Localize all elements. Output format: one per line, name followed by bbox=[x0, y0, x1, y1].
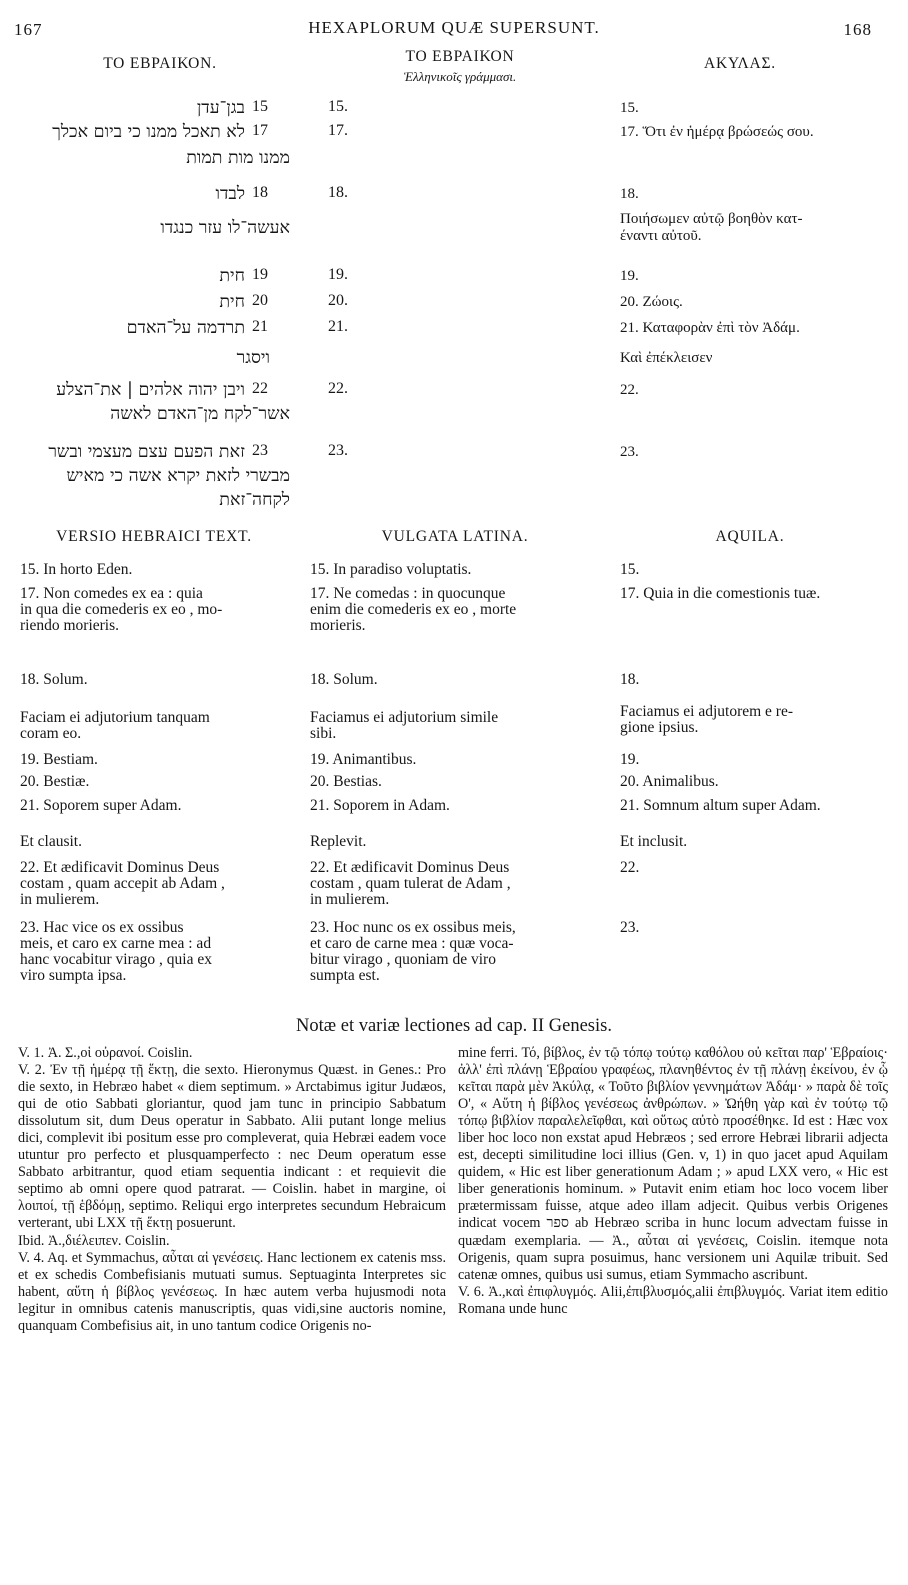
note-paragraph: V. 2. Ἐν τῇ ἡμέρᾳ τῇ ἕκτῃ, die sexto. Hieronymus Quæst. in Genes.: Pro die sexto, in Hebræo habet « diem septimum. » Arctabimus igitur Judæos, qui de otio Sabbati gloriantur, quod jam tunc in principio Sabbatum dissolutum sit, dum Deus operatur in Sabbato. Alii putant longe melius dici, complevit ibi positum esse pro compleverat, quia Hebræi eadem voce utuntur pro perfecto et plusquamperfecto : nec Deum operatum esse Sabbato arbitrantur, quod etiam sequentia indicant : et requievit die septimo ab omni opere quod patrarat. — Coislin. habet in margine, οἱ λοιποί, τῇ ἑβδόμῃ, septimo. Reliqui ergo interpretes secundum Hebraicum verterant, ubi LXX τῇ ἕκτῃ posuerunt. bbox=[18, 1062, 446, 1232]
versio-text: 20. Bestiæ. bbox=[20, 773, 90, 790]
vulgata-text: Replevit. bbox=[310, 833, 367, 850]
column-title-hebrew-greek-letters: ΤΟ ΕΒΡΑΙΚΟΝ bbox=[405, 48, 515, 65]
running-title: HEXAPLORUM QUÆ SUPERSUNT. bbox=[308, 18, 600, 37]
verse-number-hebrew: 21 bbox=[252, 318, 268, 335]
notes-title: Notæ et variæ lectiones ad cap. II Genesis. bbox=[296, 1016, 612, 1036]
vulgata-text: costam , quam tulerat de Adam , bbox=[310, 875, 511, 892]
notes-right-column bbox=[458, 1045, 888, 1318]
verse-number-hebrew: 22 bbox=[252, 380, 268, 397]
versio-text: meis, et caro ex carne mea : ad bbox=[20, 935, 212, 952]
vulgata-text: bitur virago , quoniam de viro bbox=[310, 951, 496, 968]
note-paragraph: mine ferri. Τό, βίβλος, ἐν τῷ τόπῳ τούτῳ καθόλου οὐ κεῖται παρ' Ἑβραίοις· ἀλλ' ἐπὶ πλάνῃ Ἑβραίου γραφέως, πλανηθέντος ἐν τῇ πλάνῃ ἐκείνου, ἐν ᾧ κεῖται παρὰ μὲν Ἀκύλᾳ, « Τοῦτο βιβλίον γεννημάτων Ἀδάμ· » παρὰ δὲ τοῖς Ο', « Αὕτη ἡ βίβλος γενέσεως ἀνθρώπων. » Ὠήθη γὰρ καὶ ἐν τούτῳ τῷ τόπῳ βιβλίον παραλελεῖφθαι, καὶ οὕτως αὐτὸ προσέθηκε. Id est : Hæc vox liber hoc loco non exstat apud Hebræos ; sed errore Hebræi librarii adjecta est, decepti similitudine loci illius (Gen. v, 1) in quo jacet apud Aquilam quidem, « Hic est liber generationum Adam ; » apud LXX vero, « Hic est liber generationis hominum. » Putavit enim etiam hoc loco vocem liber prætermissam fuisse, atque adeo illam adjecit. Quibus verbis Origenes indicat vocem ספר ab Hebræo scriba in hunc locum advectam fuisse in quædam exemplaria. — Ἀ., αὗται αἱ γενέσεις, Coislin. itemque nota Origenis, quam supra posuimus, hanc versionem uni Aquilæ tribuit. Sed catenæ omnes, quibus usi sumus, etiam Symmacho ascribunt. bbox=[458, 1045, 888, 1283]
aquila-latin-text: Et inclusit. bbox=[620, 833, 688, 850]
aquila-greek-text: Ποιήσωμεν αὐτῷ βοηθὸν κατ- bbox=[620, 211, 803, 227]
versio-text: 21. Soporem super Adam. bbox=[20, 797, 182, 814]
vulgata-text: 21. Soporem in Adam. bbox=[310, 797, 450, 814]
aquila-latin-text: 17. Quia in die comestionis tuæ. bbox=[620, 585, 821, 602]
verse-number-transliteration: 22. bbox=[328, 380, 348, 397]
versio-text: in mulierem. bbox=[20, 891, 100, 908]
versio-text: coram eo. bbox=[20, 725, 82, 742]
versio-text: 17. Non comedes ex ea : quia bbox=[20, 585, 203, 602]
column-title-vulgata: VULGATA LATINA. bbox=[381, 528, 529, 545]
versio-text: 22. Et ædificavit Dominus Deus bbox=[20, 859, 220, 876]
aquila-latin-text: gione ipsius. bbox=[620, 719, 699, 736]
vulgata-text: in mulierem. bbox=[310, 891, 390, 908]
verse-number-transliteration: 21. bbox=[328, 318, 348, 335]
vulgata-text: 15. In paradiso voluptatis. bbox=[310, 561, 472, 578]
note-paragraph: V. 1. Ἀ. Σ.,οἱ οὐρανοί. Coislin. bbox=[18, 1045, 193, 1061]
page-number-right: 168 bbox=[843, 20, 872, 39]
vulgata-text: sibi. bbox=[310, 725, 337, 742]
aquila-greek-text: 18. bbox=[620, 186, 639, 202]
vulgata-text: enim die comederis ex eo , morte bbox=[310, 601, 517, 618]
versio-text: viro sumpta ipsa. bbox=[20, 967, 127, 984]
aquila-latin-text: 21. Somnum altum super Adam. bbox=[620, 797, 821, 814]
aquila-latin-text: 18. bbox=[620, 671, 640, 688]
aquila-greek-text: 17. Ὅτι ἐν ἡμέρᾳ βρώσεώς σου. bbox=[620, 124, 814, 140]
vulgata-text: 22. Et ædificavit Dominus Deus bbox=[310, 859, 510, 876]
notes-left-column bbox=[18, 1045, 446, 1335]
column-title-versio: VERSIO HEBRAICI TEXT. bbox=[56, 528, 252, 545]
verse-number-hebrew: 18 bbox=[252, 184, 268, 201]
vulgata-text: et caro de carne mea : quæ voca- bbox=[310, 935, 514, 952]
verse-number-transliteration: 19. bbox=[328, 266, 348, 283]
aquila-greek-text: έναντι αὐτοῦ. bbox=[620, 228, 702, 244]
vulgata-text: Faciamus ei adjutorium simile bbox=[310, 709, 499, 726]
aquila-latin-text: 23. bbox=[620, 919, 640, 936]
versio-text: 23. Hac vice os ex ossibus bbox=[20, 919, 184, 936]
versio-text: in qua die comederis ex eo , mo- bbox=[20, 601, 223, 618]
versio-text: 18. Solum. bbox=[20, 671, 88, 688]
aquila-greek-text: 20. Ζώοις. bbox=[620, 294, 683, 310]
aquila-greek-text: 22. bbox=[620, 382, 639, 398]
verse-number-transliteration: 17. bbox=[328, 122, 348, 139]
vulgata-text: 20. Bestias. bbox=[310, 773, 382, 790]
hebrew-text: חית bbox=[219, 292, 245, 312]
column-title-aquila-greek: ΑΚΥΛΑΣ. bbox=[704, 55, 776, 72]
aquila-greek-text: 15. bbox=[620, 100, 639, 116]
vulgata-text: 19. Animantibus. bbox=[310, 751, 417, 768]
versio-text: riendo morieris. bbox=[20, 617, 120, 634]
verse-number-hebrew: 19 bbox=[252, 266, 268, 283]
column-subtitle: Ἑλληνικοῖς γράμμασι. bbox=[403, 69, 517, 84]
hebrew-text: תרדמה על־האדם bbox=[126, 318, 245, 338]
versio-text: 19. Bestiam. bbox=[20, 751, 98, 768]
aquila-latin-text: Faciamus ei adjutorem e re- bbox=[620, 703, 794, 720]
aquila-latin-text: 19. bbox=[620, 751, 640, 768]
hebrew-text: זאת הפעם עצם מעצמי ובשר bbox=[48, 442, 245, 462]
vulgata-text: sumpta est. bbox=[310, 967, 380, 984]
hebrew-text: חית bbox=[219, 266, 245, 286]
note-paragraph: V. 6. Ἀ.,καὶ ἐπιφλυγμός. Alii,ἐπιβλυσμός,alii ἐπιβλυγμός. Variat item editio Romana unde hunc bbox=[458, 1283, 888, 1317]
column-title-hebrew: ΤΟ ΕΒΡΑΙΚΟΝ. bbox=[103, 55, 217, 72]
aquila-latin-text: 20. Animalibus. bbox=[620, 773, 719, 790]
verse-number-hebrew: 20 bbox=[252, 292, 268, 309]
hebrew-text: ויסגר bbox=[236, 348, 270, 368]
column-title-aquila-latin: AQUILA. bbox=[715, 528, 785, 545]
hebrew-text: לקחה־זאת bbox=[219, 490, 290, 510]
aquila-greek-text: 23. bbox=[620, 444, 639, 460]
vulgata-text: 23. Hoc nunc os ex ossibus meis, bbox=[310, 919, 516, 936]
hebrew-text: לא תאכל ממנו כי ביום אכלך bbox=[52, 122, 245, 142]
verse-number-transliteration: 23. bbox=[328, 442, 348, 459]
hebrew-text: בגן־עדן bbox=[196, 98, 245, 118]
aquila-latin-text: 22. bbox=[620, 859, 640, 876]
verse-number-transliteration: 15. bbox=[328, 98, 348, 115]
vulgata-text: 18. Solum. bbox=[310, 671, 378, 688]
hebrew-text: אעשה־לו עזר כנגדו bbox=[160, 218, 290, 238]
verse-number-hebrew: 15 bbox=[252, 98, 268, 115]
verse-number-hebrew: 23 bbox=[252, 442, 268, 459]
aquila-greek-text: Καὶ ἐπέκλεισεν bbox=[620, 350, 713, 366]
vulgata-text: 17. Ne comedas : in quocunque bbox=[310, 585, 506, 602]
versio-text: 15. In horto Eden. bbox=[20, 561, 133, 578]
note-paragraph: Ibid. Ἀ.,διέλειπεν. Coislin. bbox=[18, 1232, 170, 1249]
versio-text: Et clausit. bbox=[20, 833, 82, 850]
note-paragraph: V. 4. Aq. et Symmachus, αὗται αἱ γενέσεις. Hanc lectionem ex catenis mss. et ex schedis Combefisianis mutuati sumus. Septuaginta Interpretes sic habent, αὕτη ἡ βίβλος γενέσεως. In hæc autem verba hujusmodi nota legitur in omnibus catenis manuscriptis, quas vidi,sine auctoris nomine, quanquam Combefisius ait, in uno tantum codice Origenis no- bbox=[18, 1249, 446, 1334]
hebrew-text: מבשרי לזאת יקרא אשה כי מאיש bbox=[66, 466, 290, 486]
aquila-greek-text: 21. Καταφορὰν ἐπὶ τὸν Ἀδάμ. bbox=[620, 320, 800, 336]
aquila-latin-text: 15. bbox=[620, 561, 640, 578]
aquila-greek-text: 19. bbox=[620, 268, 639, 284]
hebrew-text: ממנו מות תמות bbox=[186, 148, 290, 168]
verse-number-transliteration: 20. bbox=[328, 292, 348, 309]
hebrew-text: אשר־לקח מן־האדם לאשה bbox=[110, 404, 290, 424]
verse-number-transliteration: 18. bbox=[328, 184, 348, 201]
verse-number-hebrew: 17 bbox=[252, 122, 268, 139]
hebrew-text: ויבן יהוה אלהים | את־הצלע bbox=[56, 380, 245, 400]
vulgata-text: morieris. bbox=[310, 617, 366, 634]
versio-text: Faciam ei adjutorium tanquam bbox=[20, 709, 210, 726]
versio-text: hanc vocabitur virago , quia ex bbox=[20, 951, 212, 968]
versio-text: costam , quam accepit ab Adam , bbox=[20, 875, 225, 892]
page-number-left: 167 bbox=[14, 20, 43, 39]
hebrew-text: לבדו bbox=[215, 184, 245, 204]
